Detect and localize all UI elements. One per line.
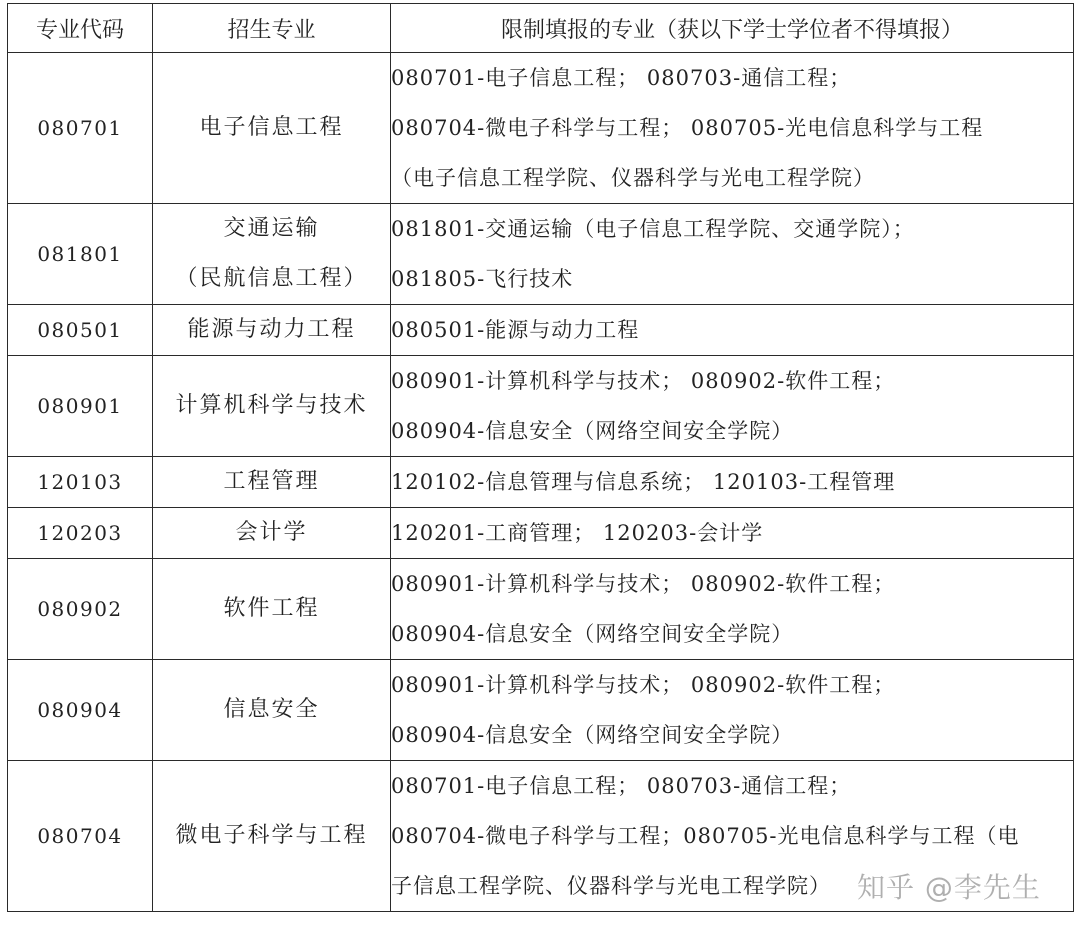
table-row: [8, 660, 1074, 761]
enrolled-major-line: 交通运输: [223, 216, 320, 241]
restricted-major-line: （电子信息工程学院、仪器科学与光电工程学院）: [391, 166, 875, 190]
major-code-cell: 080901: [8, 356, 153, 457]
restricted-majors-cell: [391, 305, 1074, 356]
table-row: [8, 204, 1074, 305]
enrolled-major-line: 工程管理: [223, 469, 320, 494]
restricted-major-line: 080501-能源与动力工程: [391, 318, 640, 342]
major-code-cell: 080704: [8, 761, 153, 912]
enrolled-major-cell: [153, 559, 391, 660]
enrolled-major-line: 信息安全: [223, 697, 320, 722]
table-body: [8, 53, 1074, 912]
major-code-cell: 080902: [8, 559, 153, 660]
restricted-major-line: 080901-计算机科学与技术； 080902-软件工程；: [391, 369, 896, 393]
enrolled-major-cell: [153, 356, 391, 457]
restricted-major-line: 080901-计算机科学与技术； 080902-软件工程；: [391, 572, 896, 596]
table-header-row: [8, 4, 1074, 53]
table-row: [8, 53, 1074, 204]
enrolled-major-cell: [153, 457, 391, 508]
major-code-cell: 081801: [8, 204, 153, 305]
table-row: [8, 559, 1074, 660]
restricted-major-line: 080904-信息安全（网络空间安全学院）: [391, 622, 794, 646]
restricted-major-line: 080904-信息安全（网络空间安全学院）: [391, 723, 794, 747]
restricted-major-line: 080704-微电子科学与工程； 080705-光电信息科学与工程: [391, 116, 984, 140]
restricted-major-line: 080704-微电子科学与工程；080705-光电信息科学与工程（电: [391, 824, 1020, 848]
enrolled-major-cell: [153, 761, 391, 912]
major-code-cell: 080904: [8, 660, 153, 761]
restricted-majors-cell: [391, 53, 1074, 204]
enrolled-major-cell: [153, 305, 391, 356]
restricted-major-line: 子信息工程学院、仪器科学与光电工程学院）: [391, 874, 831, 898]
restriction-table-container: [7, 3, 1073, 912]
table-row: [8, 305, 1074, 356]
header-restricted-majors: 限制填报的专业（获以下学士学位者不得填报）: [391, 4, 1074, 53]
enrolled-major-cell: [153, 508, 391, 559]
enrolled-major-line: 微电子科学与工程: [175, 823, 368, 848]
enrolled-major-line: （民航信息工程）: [175, 266, 368, 291]
restricted-major-line: 120102-信息管理与信息系统； 120103-工程管理: [391, 470, 896, 494]
table-row: [8, 508, 1074, 559]
major-code-cell: 080701: [8, 53, 153, 204]
restricted-major-line: 081805-飞行技术: [391, 267, 574, 291]
watermark-text: 知乎 @李先生: [857, 871, 1041, 904]
restricted-major-line: 081801-交通运输（电子信息工程学院、交通学院）；: [391, 217, 915, 241]
major-restriction-table: [7, 3, 1074, 912]
enrolled-major-line: 计算机科学与技术: [175, 393, 368, 418]
restricted-major-line: 080701-电子信息工程； 080703-通信工程；: [391, 66, 852, 90]
enrolled-major-cell: [153, 53, 391, 204]
restricted-majors-cell: [391, 660, 1074, 761]
restricted-majors-cell: [391, 204, 1074, 305]
restricted-major-line: 120201-工商管理； 120203-会计学: [391, 521, 764, 545]
major-code-cell: 120203: [8, 508, 153, 559]
enrolled-major-line: 能源与动力工程: [187, 317, 356, 342]
restricted-majors-cell: [391, 356, 1074, 457]
enrolled-major-line: 电子信息工程: [199, 115, 344, 140]
restricted-majors-cell: [391, 457, 1074, 508]
header-major-code: 专业代码: [8, 4, 153, 53]
major-code-cell: 120103: [8, 457, 153, 508]
enrolled-major-cell: [153, 204, 391, 305]
restricted-major-line: 080701-电子信息工程； 080703-通信工程；: [391, 774, 852, 798]
major-code-cell: 080501: [8, 305, 153, 356]
enrolled-major-cell: [153, 660, 391, 761]
restricted-majors-cell: [391, 559, 1074, 660]
restricted-major-line: 080901-计算机科学与技术； 080902-软件工程；: [391, 673, 896, 697]
enrolled-major-line: 软件工程: [223, 596, 320, 621]
header-enrolled-major: 招生专业: [153, 4, 391, 53]
table-row: [8, 457, 1074, 508]
table-row: [8, 356, 1074, 457]
enrolled-major-line: 会计学: [235, 520, 308, 545]
restricted-majors-cell: [391, 508, 1074, 559]
restricted-major-line: 080904-信息安全（网络空间安全学院）: [391, 419, 794, 443]
